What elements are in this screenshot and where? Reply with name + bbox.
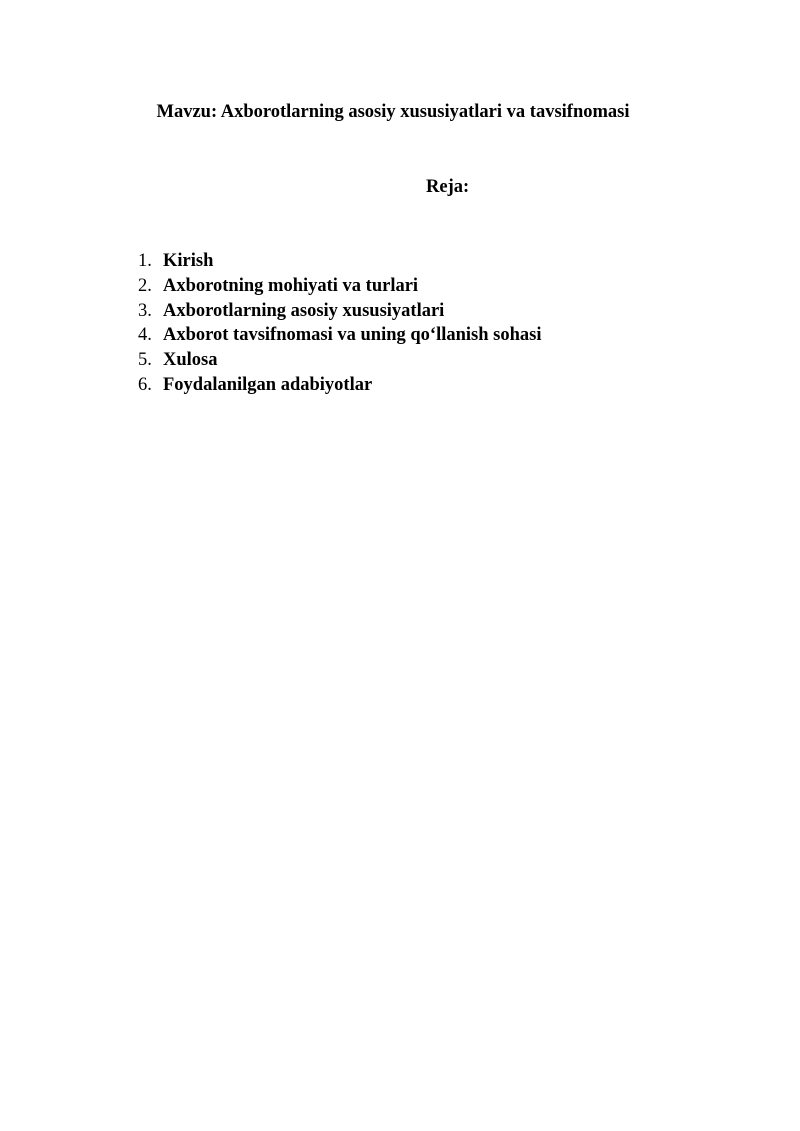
list-item bbox=[138, 249, 542, 274]
list-item-text: Foydalanilgan adabiyotlar bbox=[163, 374, 373, 395]
list-item-number: 5. bbox=[138, 350, 152, 371]
document-title: Mavzu: Axborotlarning asosiy xususiyatlari va tavsifnomasi bbox=[156, 102, 630, 122]
list-item-number: 1. bbox=[138, 251, 152, 271]
list-item-number: 2. bbox=[138, 275, 152, 296]
list-item bbox=[138, 323, 542, 348]
list-item-number: 6. bbox=[138, 374, 152, 395]
list-item-text: Axborotlarning asosiy xususiyatlari bbox=[163, 300, 445, 321]
list-item-number: 3. bbox=[138, 300, 152, 321]
list-item bbox=[138, 299, 542, 324]
list-item-number: 4. bbox=[138, 325, 152, 346]
list-item-text: Kirish bbox=[163, 251, 214, 271]
list-item-text: Xulosa bbox=[163, 350, 218, 371]
plan-heading: Reja: bbox=[426, 177, 470, 197]
list-item bbox=[138, 348, 542, 373]
list-item-text: Axborot tavsifnomasi va uning qo‘llanish sohasi bbox=[163, 325, 542, 346]
plan-list bbox=[138, 249, 542, 398]
list-item bbox=[138, 274, 542, 299]
list-item bbox=[138, 373, 542, 398]
list-item-text: Axborotning mohiyati va turlari bbox=[163, 275, 419, 296]
